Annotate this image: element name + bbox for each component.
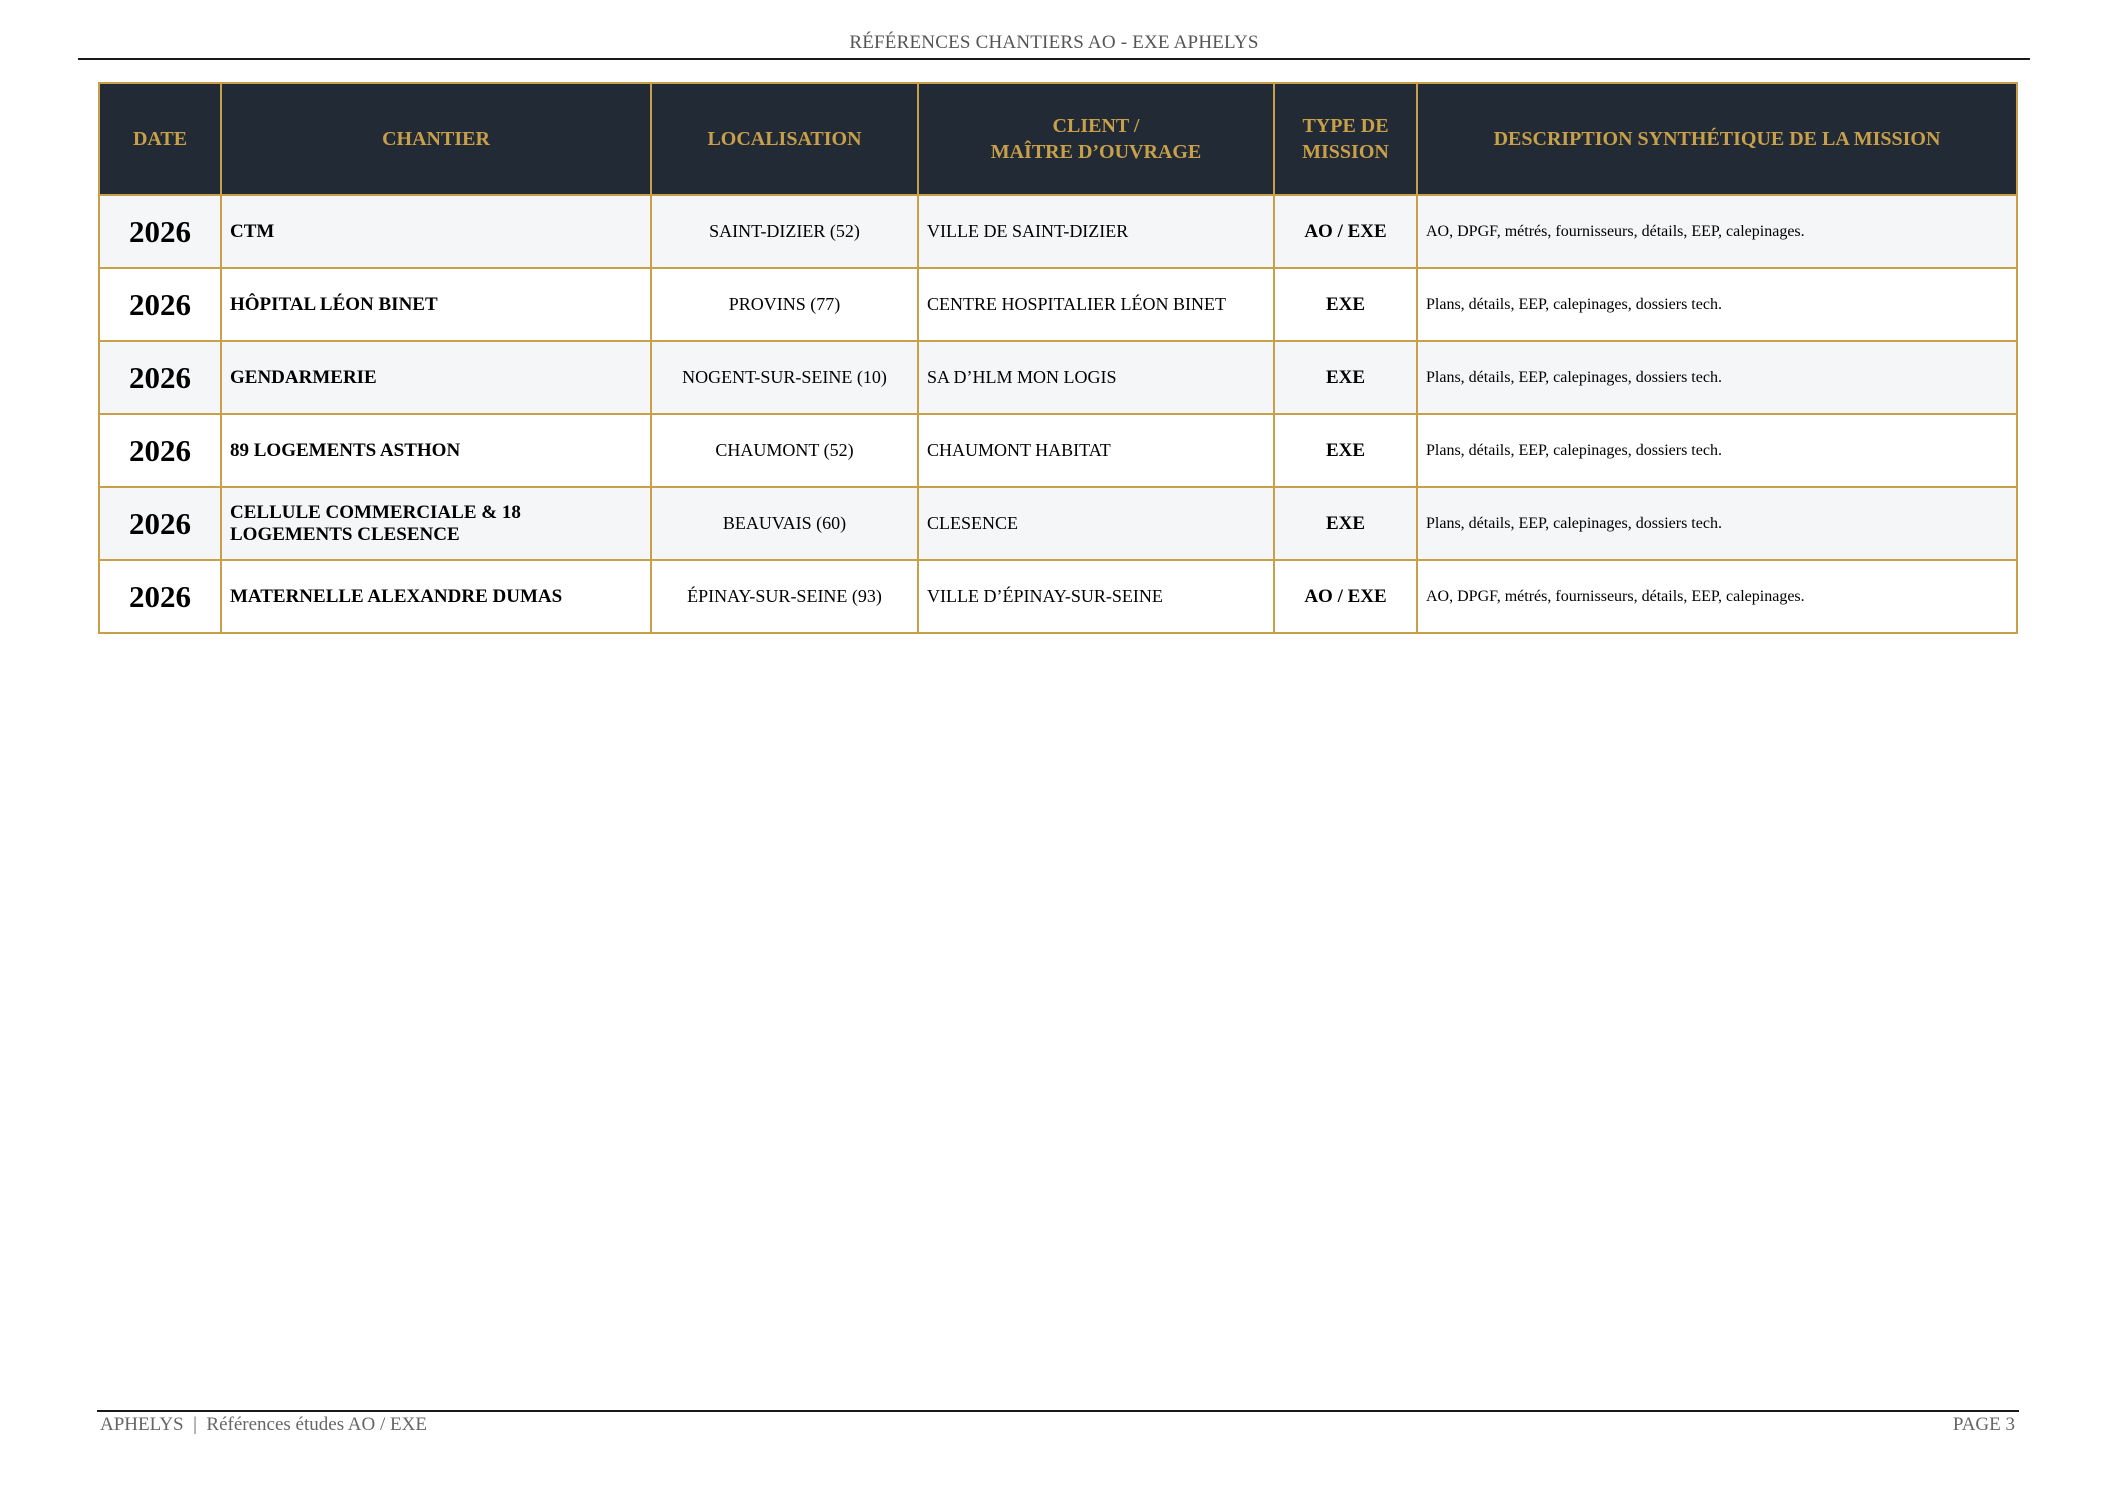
column-header-client-line2: MAÎTRE D’OUVRAGE <box>990 141 1202 163</box>
cell-client: VILLE DE SAINT-DIZIER <box>918 195 1274 268</box>
cell-chantier: CELLULE COMMERCIALE & 18 LOGEMENTS CLESENCE <box>221 487 651 560</box>
cell-type: EXE <box>1274 341 1417 414</box>
table-row <box>99 195 2017 268</box>
column-header-localisation: LOCALISATION <box>651 83 918 195</box>
table-row <box>99 268 2017 341</box>
page-footer <box>97 1410 2019 1435</box>
cell-description: AO, DPGF, métrés, fournisseurs, détails, EEP, calepinages. <box>1417 195 2017 268</box>
table-row <box>99 341 2017 414</box>
column-header-type-line1: TYPE DE <box>1302 115 1389 137</box>
cell-description: Plans, détails, EEP, calepinages, dossiers tech. <box>1417 487 2017 560</box>
cell-localisation: PROVINS (77) <box>651 268 918 341</box>
cell-description: Plans, détails, EEP, calepinages, dossiers tech. <box>1417 414 2017 487</box>
cell-client: CHAUMONT HABITAT <box>918 414 1274 487</box>
cell-date: 2026 <box>99 341 221 414</box>
table-row <box>99 414 2017 487</box>
table-row <box>99 487 2017 560</box>
cell-client: SA D’HLM MON LOGIS <box>918 341 1274 414</box>
cell-localisation: SAINT-DIZIER (52) <box>651 195 918 268</box>
table-header-row <box>99 83 2017 195</box>
footer-left-text: APHELYS | Références études AO / EXE <box>100 1414 427 1435</box>
cell-date: 2026 <box>99 195 221 268</box>
table-row <box>99 560 2017 633</box>
cell-type: AO / EXE <box>1274 195 1417 268</box>
cell-chantier: MATERNELLE ALEXANDRE DUMAS <box>221 560 651 633</box>
cell-localisation: CHAUMONT (52) <box>651 414 918 487</box>
column-header-type <box>1274 83 1417 195</box>
column-header-description: DESCRIPTION SYNTHÉTIQUE DE LA MISSION <box>1417 83 2017 195</box>
cell-type: EXE <box>1274 268 1417 341</box>
cell-chantier: 89 LOGEMENTS ASTHON <box>221 414 651 487</box>
cell-type: AO / EXE <box>1274 560 1417 633</box>
cell-type: EXE <box>1274 487 1417 560</box>
cell-type: EXE <box>1274 414 1417 487</box>
cell-description: Plans, détails, EEP, calepinages, dossiers tech. <box>1417 341 2017 414</box>
cell-date: 2026 <box>99 414 221 487</box>
column-header-date: DATE <box>99 83 221 195</box>
cell-date: 2026 <box>99 560 221 633</box>
cell-client: CENTRE HOSPITALIER LÉON BINET <box>918 268 1274 341</box>
cell-localisation: BEAUVAIS (60) <box>651 487 918 560</box>
cell-description: Plans, détails, EEP, calepinages, dossiers tech. <box>1417 268 2017 341</box>
column-header-chantier: CHANTIER <box>221 83 651 195</box>
cell-chantier: CTM <box>221 195 651 268</box>
cell-client: VILLE D’ÉPINAY-SUR-SEINE <box>918 560 1274 633</box>
cell-chantier: HÔPITAL LÉON BINET <box>221 268 651 341</box>
references-table <box>98 82 2018 634</box>
cell-localisation: ÉPINAY-SUR-SEINE (93) <box>651 560 918 633</box>
cell-date: 2026 <box>99 268 221 341</box>
column-header-type-line2: MISSION <box>1302 141 1389 163</box>
page-number: PAGE 3 <box>1952 1414 2015 1435</box>
column-header-client <box>918 83 1274 195</box>
cell-description: AO, DPGF, métrés, fournisseurs, détails, EEP, calepinages. <box>1417 560 2017 633</box>
page-header <box>78 28 2030 60</box>
page-header-title: RÉFÉRENCES CHANTIERS AO - EXE APHELYS <box>849 32 1259 53</box>
cell-localisation: NOGENT-SUR-SEINE (10) <box>651 341 918 414</box>
cell-chantier: GENDARMERIE <box>221 341 651 414</box>
cell-date: 2026 <box>99 487 221 560</box>
cell-client: CLESENCE <box>918 487 1274 560</box>
column-header-client-line1: CLIENT / <box>1052 115 1140 137</box>
